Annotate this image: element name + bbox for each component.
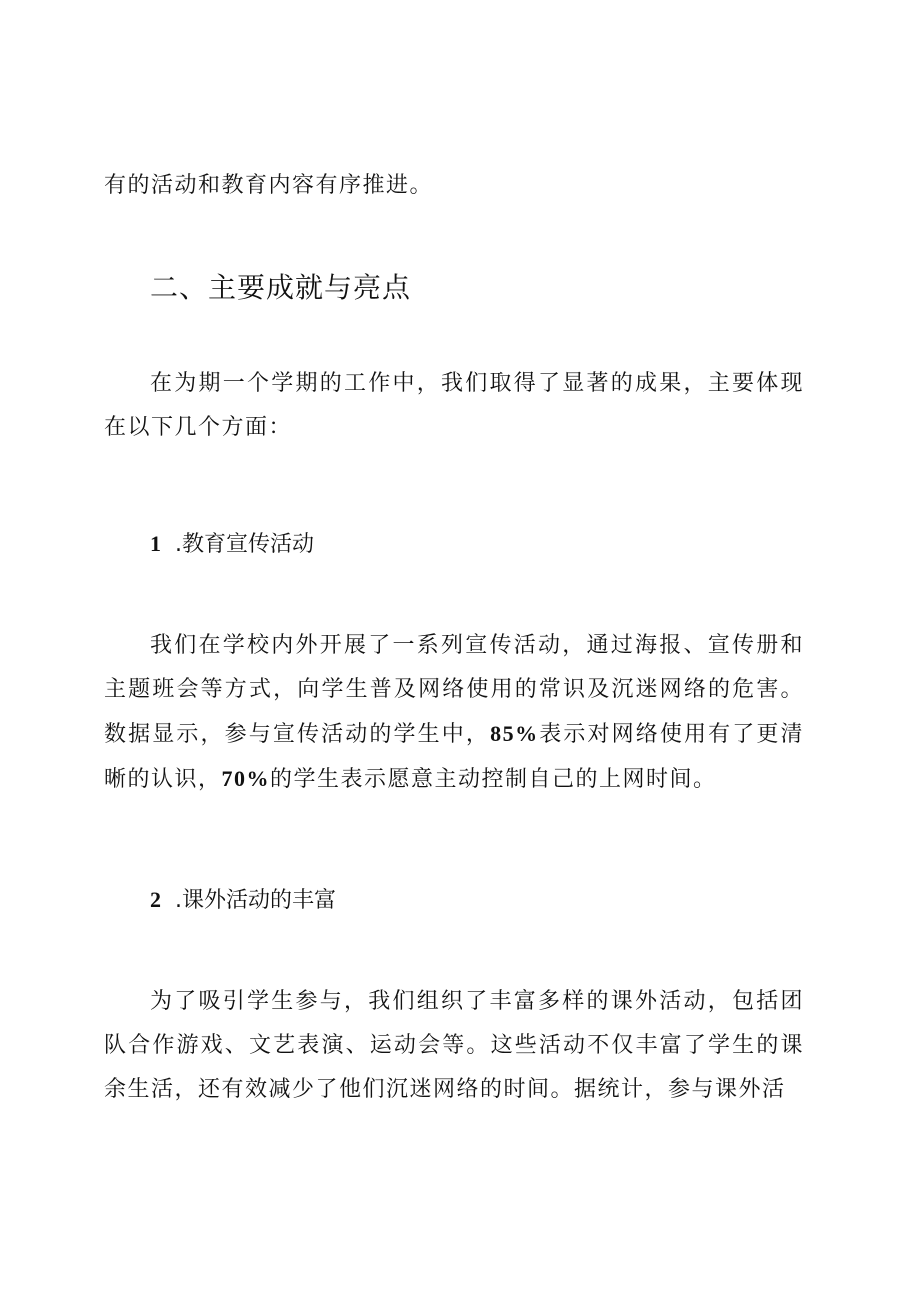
subsection-heading-2 xyxy=(150,884,336,917)
stat-70-percent: 70% xyxy=(221,766,271,791)
paragraph-text: 我们在学校内外开展了一系列宣传活动，通过海报、宣传册和主题班会等方式，向学生普及网络使用的常识及沉迷网络的危害。数据显示，参与宣传活动的学生中， xyxy=(104,633,804,747)
subsection-heading-1 xyxy=(150,528,314,561)
publicity-paragraph xyxy=(104,624,804,802)
subsection-number: 2 xyxy=(150,887,161,912)
section-intro-paragraph: 在为期一个学期的工作中，我们取得了显著的成果，主要体现在以下几个方面： xyxy=(104,371,804,440)
subsection-title: .课外活动的丰富 xyxy=(175,888,336,913)
subsection-number: 1 xyxy=(150,531,161,556)
section-heading-achievements: 二、主要成就与亮点 xyxy=(150,271,412,304)
continuation-text: 有的活动和教育内容有序推进。 xyxy=(104,173,434,198)
subsection-title: .教育宣传活动 xyxy=(175,532,314,557)
paragraph-text: 的学生表示愿意主动控制自己的上网时间。 xyxy=(270,767,717,792)
paragraph-text: 表示对网络使用有了更清晰的认识， xyxy=(104,722,804,792)
stat-85-percent: 85% xyxy=(490,721,539,746)
extracurricular-paragraph: 为了吸引学生参与，我们组织了丰富多样的课外活动，包括团队合作游戏、文艺表演、运动会等。这些活动不仅丰富了学生的课余生活，还有效减少了他们沉迷网络的时间。据统计，参与课外活 xyxy=(104,989,804,1102)
